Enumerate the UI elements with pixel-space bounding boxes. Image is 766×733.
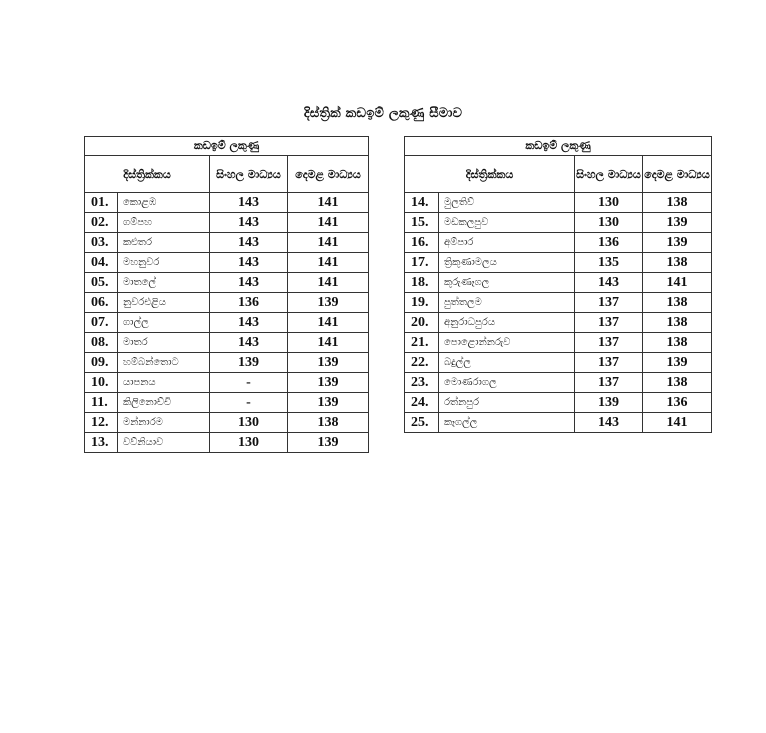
table-row [85,433,369,453]
table-row [405,293,712,313]
tamil-medium-mark: 138 [643,193,712,213]
table-row [85,313,369,333]
row-number: 25. [405,413,439,433]
column-header-tamil: දෙමළ මාධ්‍යය [288,156,369,193]
row-number: 17. [405,253,439,273]
row-number: 19. [405,293,439,313]
table-header: කඩඉම් ලකුණු [405,137,712,156]
tamil-medium-mark: 139 [288,393,369,413]
district-name: බදුල්ල [439,353,575,373]
district-name: මොණරාගල [439,373,575,393]
sinhala-medium-mark: 137 [575,373,643,393]
district-name: කළුතර [118,233,210,253]
row-number: 04. [85,253,118,273]
table-row [405,353,712,373]
row-number: 13. [85,433,118,453]
table-row [85,253,369,273]
row-number: 06. [85,293,118,313]
table-row [405,253,712,273]
table-row [405,313,712,333]
tamil-medium-mark: 141 [288,273,369,293]
row-number: 09. [85,353,118,373]
row-number: 05. [85,273,118,293]
table-header: කඩඉම් ලකුණු [85,137,369,156]
tamil-medium-mark: 139 [288,353,369,373]
table-row [405,213,712,233]
sinhala-medium-mark: 143 [575,273,643,293]
row-number: 03. [85,233,118,253]
sinhala-medium-mark: 130 [575,213,643,233]
row-number: 02. [85,213,118,233]
district-name: පුත්තලම [439,293,575,313]
tamil-medium-mark: 138 [643,373,712,393]
tamil-medium-mark: 141 [643,413,712,433]
district-name: කිලිනොච්චි [118,393,210,413]
sinhala-medium-mark: 139 [210,353,288,373]
tamil-medium-mark: 141 [643,273,712,293]
tamil-medium-mark: 139 [643,353,712,373]
tamil-medium-mark: 141 [288,213,369,233]
sinhala-medium-mark: - [210,393,288,413]
sinhala-medium-mark: 143 [210,313,288,333]
row-number: 14. [405,193,439,213]
district-name: හම්බන්තොට [118,353,210,373]
sinhala-medium-mark: 130 [575,193,643,213]
district-name: අනුරාධපුරය [439,313,575,333]
tamil-medium-mark: 141 [288,253,369,273]
sinhala-medium-mark: 135 [575,253,643,273]
sinhala-medium-mark: 139 [575,393,643,413]
sinhala-medium-mark: 143 [210,213,288,233]
table-row [405,273,712,293]
row-number: 16. [405,233,439,253]
sinhala-medium-mark: 143 [210,333,288,353]
district-name: පොළොන්නරුව [439,333,575,353]
page-title: දිස්ත්‍රික් කඩඉම් ලකුණු සීමාව [303,106,463,121]
row-number: 11. [85,393,118,413]
table-row [85,353,369,373]
table-row [85,273,369,293]
district-name: ගම්පහ [118,213,210,233]
table-row [405,373,712,393]
table-row [405,393,712,413]
sinhala-medium-mark: 137 [575,353,643,373]
table-row [405,333,712,353]
table-row [405,193,712,213]
column-header-sinhala: සිංහල මාධ්‍යය [210,156,288,193]
sinhala-medium-mark: 143 [210,193,288,213]
district-name: නුවරඑළිය [118,293,210,313]
district-name: වව්නියාව [118,433,210,453]
sinhala-medium-mark: - [210,373,288,393]
district-name: කොළඹ [118,193,210,213]
table-row [405,413,712,433]
tamil-medium-mark: 139 [643,233,712,253]
tamil-medium-mark: 141 [288,333,369,353]
district-name: කෑගල්ල [439,413,575,433]
district-name: අම්පාර [439,233,575,253]
table-row [85,413,369,433]
district-name: මුලතිව් [439,193,575,213]
district-name: මඩකලපුව [439,213,575,233]
sinhala-medium-mark: 143 [575,413,643,433]
column-header-tamil: දෙමළ මාධ්‍යය [643,156,712,193]
sinhala-medium-mark: 130 [210,433,288,453]
table-row [85,373,369,393]
row-number: 08. [85,333,118,353]
district-name: ත්‍රිකුණාමලය [439,253,575,273]
district-name: මහනුවර [118,253,210,273]
sinhala-medium-mark: 143 [210,233,288,253]
district-name: මාතර [118,333,210,353]
table-row [85,193,369,213]
row-number: 22. [405,353,439,373]
row-number: 20. [405,313,439,333]
tamil-medium-mark: 139 [288,373,369,393]
district-name: මාතලේ [118,273,210,293]
cutoff-table-left [84,136,369,453]
tamil-medium-mark: 138 [643,313,712,333]
sinhala-medium-mark: 143 [210,273,288,293]
sinhala-medium-mark: 143 [210,253,288,273]
table-row [85,293,369,313]
tamil-medium-mark: 139 [288,293,369,313]
row-number: 23. [405,373,439,393]
tamil-medium-mark: 138 [643,293,712,313]
row-number: 01. [85,193,118,213]
column-header-sinhala: සිංහල මාධ්‍යය [575,156,643,193]
cutoff-table-right [404,136,712,433]
column-header-district: දිස්ත්‍රික්කය [85,156,210,193]
row-number: 24. [405,393,439,413]
row-number: 07. [85,313,118,333]
row-number: 10. [85,373,118,393]
table-row [405,233,712,253]
row-number: 15. [405,213,439,233]
sinhala-medium-mark: 137 [575,333,643,353]
table-row [85,213,369,233]
row-number: 12. [85,413,118,433]
table-row [85,333,369,353]
tamil-medium-mark: 141 [288,193,369,213]
tamil-medium-mark: 141 [288,233,369,253]
tamil-medium-mark: 139 [288,433,369,453]
sinhala-medium-mark: 136 [575,233,643,253]
district-name: කුරුණෑගල [439,273,575,293]
table-row [85,233,369,253]
district-name: ගාල්ල [118,313,210,333]
sinhala-medium-mark: 137 [575,313,643,333]
tamil-medium-mark: 139 [643,213,712,233]
tamil-medium-mark: 138 [643,333,712,353]
column-header-district: දිස්ත්‍රික්කය [405,156,575,193]
tamil-medium-mark: 138 [643,253,712,273]
district-name: යාපනය [118,373,210,393]
row-number: 18. [405,273,439,293]
tamil-medium-mark: 136 [643,393,712,413]
district-name: මන්නාරම [118,413,210,433]
district-name: රත්නපුර [439,393,575,413]
sinhala-medium-mark: 136 [210,293,288,313]
tamil-medium-mark: 141 [288,313,369,333]
table-row [85,393,369,413]
sinhala-medium-mark: 137 [575,293,643,313]
row-number: 21. [405,333,439,353]
sinhala-medium-mark: 130 [210,413,288,433]
tamil-medium-mark: 138 [288,413,369,433]
